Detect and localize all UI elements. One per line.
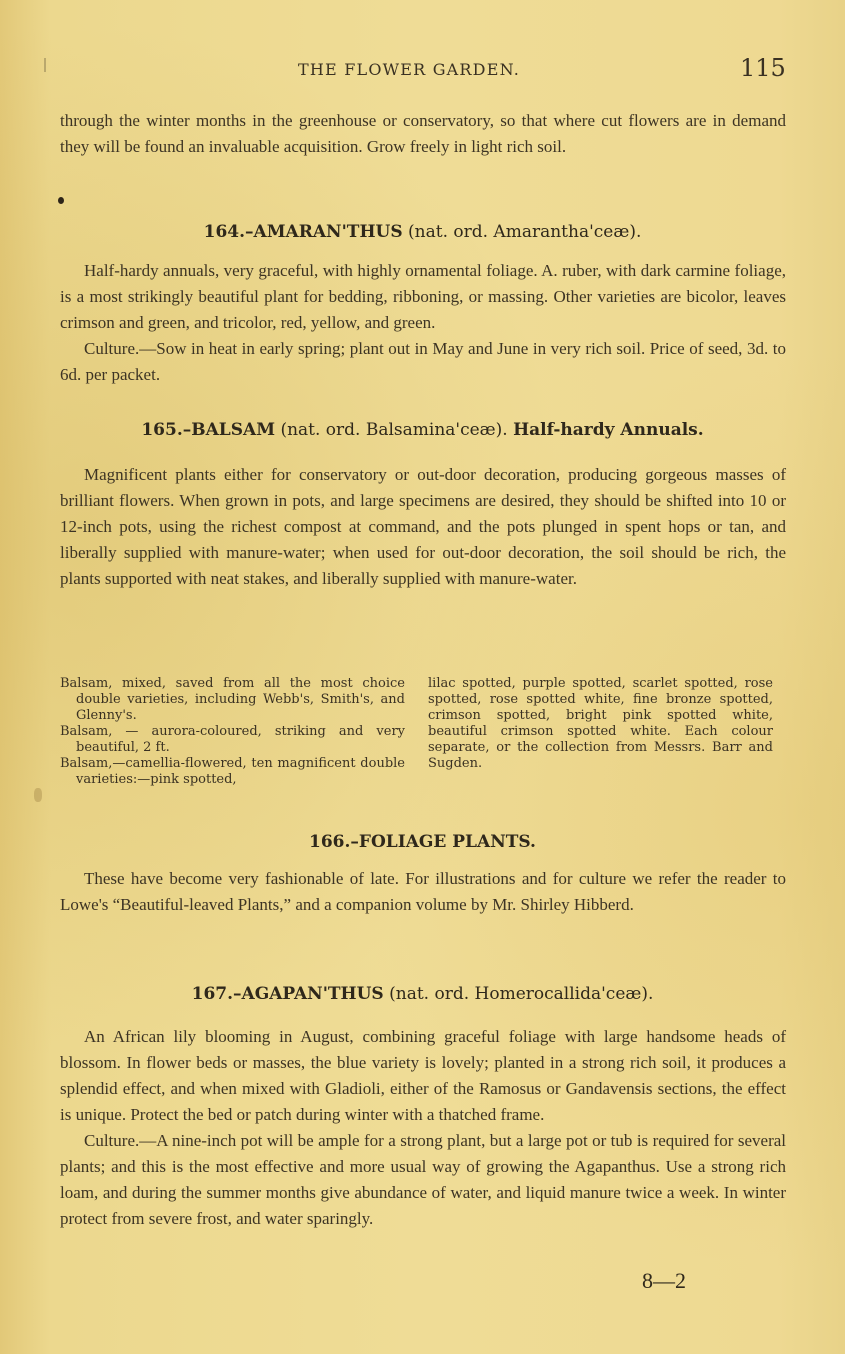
section-number: 167. xyxy=(191,984,234,1004)
page-number: 115 xyxy=(740,54,786,82)
section-title: AGAPAN'THUS xyxy=(241,984,384,1004)
paragraph: An African lily blooming in August, combining graceful foliage with large handsome heads of blossom. In flower beds or masses, the blue variety is lovely; planted in a strong rich soil, it produces a splendid effect, and when mixed with Gladioli, either of the Ramosus or Gandavensis sections, the effect is unique. Protect the bed or patch during winter with a thatched frame. xyxy=(60,1027,786,1124)
variety-item: Balsam,—camellia-flowered, ten magnificent double varieties:—pink spotted, xyxy=(60,756,405,787)
section-body-164 xyxy=(60,258,786,388)
varieties-column-right xyxy=(428,676,773,772)
section-subtitle: (nat. ord. Amarantha'ceæ). xyxy=(408,222,642,242)
section-heading-166: 166.–FOLIAGE PLANTS. xyxy=(309,832,536,852)
section-body-165 xyxy=(60,462,786,592)
intro-text: through the winter months in the greenhouse or conservatory, so that where cut flowers are in demand they will be found an invaluable acquisition. Grow freely in light rich soil. xyxy=(60,111,786,156)
varieties-column-left xyxy=(60,676,405,788)
paragraph: Magnificent plants either for conservatory or out-door decoration, producing gorgeous masses of brilliant flowers. When grown in pots, and large specimens are desired, they should be shifted into 10 or 12-inch pots, using the richest compost at command, and the pots plunged in spent hops or tan, and liberally supplied with manure-water; when used for out-door decoration, the soil should be rich, the plants supported with neat stakes, and liberally supplied with manure-water. xyxy=(60,465,786,588)
section-heading-165: 165.–BALSAM (nat. ord. Balsamina'ceæ). Half-hardy Annuals. xyxy=(141,420,704,440)
paragraph: Half-hardy annuals, very graceful, with highly ornamental foliage. A. ruber, with dark carmine foliage, is a most strikingly beautiful plant for bedding, ribboning, or massing. Other varieties are bicolor, leaves crimson and green, and tricolor, red, yellow, and green. xyxy=(60,261,786,332)
section-subtitle: (nat. ord. Homerocallida'ceæ). xyxy=(389,984,654,1004)
margin-stain xyxy=(34,788,42,802)
section-body-167 xyxy=(60,1024,786,1232)
section-suffix: Half-hardy Annuals. xyxy=(513,420,704,440)
printer-signature: 8—2 xyxy=(642,1268,686,1293)
section-title: AMARAN'THUS xyxy=(253,222,403,242)
section-title: FOLIAGE PLANTS. xyxy=(358,832,536,852)
section-number: 165. xyxy=(141,420,183,440)
paragraph: These have become very fashionable of late. For illustrations and for culture we refer the reader to Lowe's “Beautiful-leaved Plants,” and a companion volume by Mr. Shirley Hibberd. xyxy=(60,869,786,914)
section-title: BALSAM xyxy=(191,420,276,440)
section-number: 164. xyxy=(203,222,246,242)
variety-item: lilac spotted, purple spotted, scarlet spotted, rose spotted, rose spotted white, fine bronze spotted, crimson spotted, bright pink spotted white, beautiful crimson spotted white. Each colour separate, or the collection from Messrs. Barr and Sugden. xyxy=(428,676,773,771)
ink-dot xyxy=(58,197,64,204)
section-subtitle: (nat. ord. Balsamina'ceæ). xyxy=(280,420,508,440)
section-number: 166. xyxy=(309,832,351,852)
running-title: THE FLOWER GARDEN. xyxy=(298,60,521,79)
section-heading-164: 164.–AMARAN'THUS (nat. ord. Amarantha'ceæ). xyxy=(203,222,642,242)
variety-item: Balsam, — aurora-coloured, striking and very beautiful, 2 ft. xyxy=(60,724,405,755)
section-body-166 xyxy=(60,866,786,918)
section-heading-167: 167.–AGAPAN'THUS (nat. ord. Homerocallida'ceæ). xyxy=(191,984,654,1004)
variety-item: Balsam, mixed, saved from all the most choice double varieties, including Webb's, Smith's, and Glenny's. xyxy=(60,676,405,723)
intro-paragraph xyxy=(60,108,786,160)
culture-paragraph: Culture.—Sow in heat in early spring; plant out in May and June in very rich soil. Price of seed, 3d. to 6d. per packet. xyxy=(60,339,786,384)
running-head xyxy=(0,56,845,86)
culture-paragraph: Culture.—A nine-inch pot will be ample for a strong plant, but a large pot or tub is required for several plants; and this is the most effective and more usual way of growing the Agapanthus. Use a strong rich loam, and during the summer months give abundance of water, and liquid manure twice a week. In winter protect from severe frost, and water sparingly. xyxy=(60,1131,786,1228)
